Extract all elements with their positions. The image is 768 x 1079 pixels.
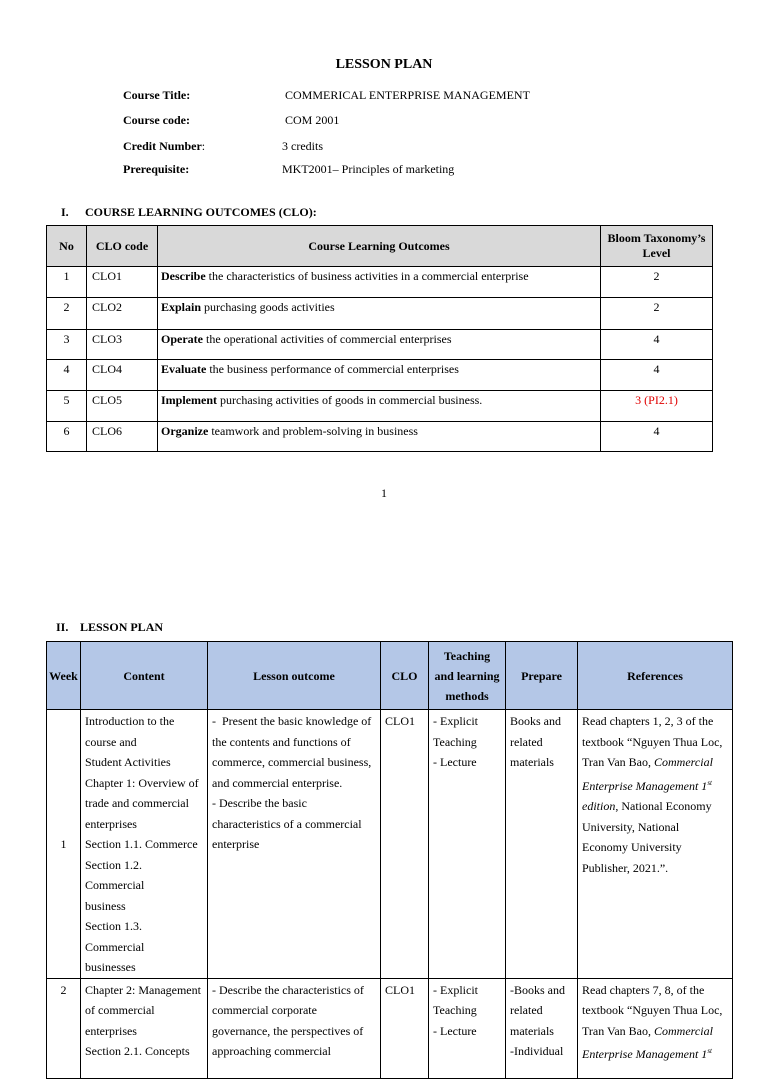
lp-header-methods-line: Teaching — [443, 648, 491, 663]
clo-row-level: 4 — [601, 330, 713, 360]
clo-row-verb: Operate — [161, 332, 203, 346]
clo-row-text: the operational activities of commercial enterprises — [202, 332, 452, 346]
lp-prepare-line: Books and — [510, 714, 561, 728]
lp-content-line: trade and commercial — [85, 796, 189, 810]
lesson-plan-row — [47, 978, 733, 1078]
lp-ref-italic: Commercial — [654, 755, 713, 769]
lp-ref-sup: st — [707, 778, 712, 787]
section-clo-title: COURSE LEARNING OUTCOMES (CLO): — [85, 205, 317, 219]
clo-header-bloom-line2: Level — [642, 246, 671, 260]
clo-row-text: the business performance of commercial enterprises — [206, 362, 459, 376]
lp-header-prepare: Prepare — [506, 642, 578, 710]
clo-header-bloom-line1: Bloom Taxonomy’s — [607, 231, 706, 245]
lp-ref-line: textbook “Nguyen Thua Loc, — [582, 734, 723, 749]
clo-row-code: CLO2 — [87, 298, 158, 330]
lp-content-line: Section 1.1. Commerce — [85, 837, 198, 851]
lp-methods — [429, 710, 506, 979]
clo-row-no: 3 — [47, 330, 87, 360]
lp-methods-line: - Explicit — [433, 714, 478, 728]
lp-content-line: Chapter 2: Management — [85, 982, 201, 997]
clo-row-text: purchasing goods activities — [201, 300, 335, 314]
lp-ref-line: University, National — [582, 819, 680, 834]
lp-outcome-line: - Present the basic knowledge of — [212, 714, 372, 728]
lp-outcome-line: approaching commercial — [212, 1044, 331, 1058]
lp-outcome-line: characteristics of a commercial — [212, 816, 362, 831]
clo-row-text: the characteristics of business activities in a commercial enterprise — [205, 269, 529, 283]
clo-row-text: teamwork and problem-solving in business — [208, 424, 418, 438]
lp-prepare — [506, 978, 578, 1078]
lp-methods-line: Teaching — [433, 734, 477, 749]
course-title-label: Course Title: — [123, 88, 191, 102]
course-code-value: COM 2001 — [285, 113, 340, 127]
lp-content-line: business — [85, 898, 126, 913]
lp-ref-line: textbook “Nguyen Thua Loc, — [582, 1003, 723, 1017]
lp-content-line: enterprises — [85, 816, 137, 831]
lp-header-outcome: Lesson outcome — [208, 642, 381, 710]
lp-week: 2 — [47, 978, 81, 1078]
lp-references — [578, 978, 733, 1078]
lp-outcome-line: enterprise — [212, 837, 260, 851]
section-clo-number: I. — [61, 205, 69, 219]
lp-clo: CLO1 — [381, 978, 429, 1078]
clo-row-code: CLO5 — [87, 391, 158, 422]
prerequisite-value: MKT2001– Principles of marketing — [282, 162, 455, 176]
lp-ref-italic: edition — [582, 799, 616, 813]
clo-row-code: CLO4 — [87, 360, 158, 391]
lp-prepare-line: related — [510, 734, 543, 749]
clo-row-code: CLO1 — [87, 267, 158, 298]
clo-row-verb: Explain — [161, 300, 202, 314]
section-clo-heading — [61, 205, 317, 220]
clo-row-no: 1 — [47, 267, 87, 298]
lp-content-line: businesses — [85, 960, 136, 974]
section-lesson-plan-title: LESSON PLAN — [80, 620, 164, 634]
clo-table-header-row — [47, 226, 713, 267]
lp-references — [578, 710, 733, 979]
clo-row-verb: Implement — [161, 393, 217, 407]
clo-row-outcome — [158, 391, 601, 422]
lp-ref-line — [582, 752, 728, 773]
lp-week: 1 — [47, 710, 81, 979]
lp-header-methods-line: and learning — [434, 668, 500, 683]
lp-ref-text: , National Economy — [615, 799, 712, 813]
clo-header-bloom — [601, 226, 713, 267]
course-title-value: COMMERICAL ENTERPRISE MANAGEMENT — [285, 88, 530, 102]
section-lesson-plan-heading — [56, 620, 163, 635]
lp-ref-line: Publisher, 2021.”. — [582, 860, 669, 875]
lesson-plan-header-row — [47, 642, 733, 710]
lp-ref-line: Read chapters 1, 2, 3 of the — [582, 714, 714, 728]
lp-content-line: Student Activities — [85, 755, 171, 769]
clo-header-no: No — [47, 226, 87, 267]
lp-ref-line — [582, 773, 728, 797]
lp-outcome-line: - Describe the basic — [212, 796, 307, 810]
credit-number-label-text: Credit Number — [123, 139, 202, 153]
clo-row-outcome — [158, 267, 601, 298]
lp-content-line: Chapter 1: Overview of — [85, 775, 199, 790]
lp-content-line: enterprises — [85, 1023, 137, 1038]
lp-ref-line: Read chapters 7, 8, of the — [582, 982, 705, 997]
document-title: LESSON PLAN — [335, 57, 433, 72]
lp-prepare-line: -Books and — [510, 982, 565, 997]
clo-row-outcome — [158, 360, 601, 391]
clo-row-code: CLO6 — [87, 422, 158, 452]
lp-content-line: Introduction to the — [85, 714, 175, 728]
lp-outcome-line: the contents and functions of — [212, 734, 351, 749]
section-lesson-plan-number: II. — [56, 620, 69, 634]
lp-header-clo: CLO — [381, 642, 429, 710]
lp-methods-line: - Lecture — [433, 1023, 477, 1038]
clo-row-verb: Describe — [161, 269, 206, 283]
lp-outcome-line: governance, the perspectives of — [212, 1023, 364, 1038]
lp-prepare — [506, 710, 578, 979]
lp-ref-italic: Enterprise Management 1 — [582, 1047, 708, 1061]
lp-prepare-line: materials — [510, 755, 554, 769]
clo-row-verb: Evaluate — [161, 362, 207, 376]
lp-outcome-line: commerce, commercial business, — [212, 755, 372, 769]
lp-ref-line: Economy University — [582, 840, 682, 854]
lp-ref-italic: Enterprise Management 1 — [582, 778, 708, 793]
clo-row-no: 2 — [47, 298, 87, 330]
lp-content-line: Section 1.2. Commercial — [85, 857, 145, 892]
lp-header-content: Content — [81, 642, 208, 710]
lp-header-methods — [429, 642, 506, 710]
lp-prepare-line: -Individual — [510, 1044, 564, 1058]
clo-row-verb: Organize — [161, 424, 209, 438]
clo-header-code: CLO code — [87, 226, 158, 267]
lp-content-line: course and — [85, 734, 137, 749]
clo-row-no: 6 — [47, 422, 87, 452]
lp-outcome-line: and commercial enterprise. — [212, 775, 343, 790]
clo-row-text: purchasing activities of goods in commercial business. — [217, 393, 483, 407]
clo-row-level: 4 — [601, 360, 713, 391]
course-code-label: Course code: — [123, 113, 190, 127]
clo-row-outcome — [158, 298, 601, 330]
clo-row-level: 2 — [601, 298, 713, 330]
clo-row-level: 2 — [601, 267, 713, 298]
clo-row-outcome — [158, 422, 601, 452]
lp-ref-text: Tran Van Bao, — [582, 755, 655, 769]
lp-ref-text: Tran Van Bao, — [582, 1023, 655, 1038]
clo-row-outcome — [158, 330, 601, 360]
lp-content — [81, 978, 208, 1078]
lp-outcome-line: commercial corporate — [212, 1003, 317, 1017]
lp-methods — [429, 978, 506, 1078]
lp-prepare-line: materials — [510, 1023, 554, 1038]
clo-table-row — [47, 267, 713, 298]
lesson-plan-row — [47, 710, 733, 979]
clo-row-no: 5 — [47, 391, 87, 422]
lp-ref-italic: Commercial — [654, 1023, 713, 1038]
lp-header-methods-line: methods — [445, 688, 489, 703]
lp-content-line: of commercial — [85, 1003, 155, 1017]
credit-number-colon: : — [201, 139, 206, 153]
page-number: 1 — [381, 486, 387, 500]
lp-ref-sup: st — [707, 1047, 712, 1055]
clo-row-no: 4 — [47, 360, 87, 391]
lp-header-week: Week — [47, 642, 81, 710]
prerequisite-label: Prerequisite: — [123, 162, 190, 176]
lp-outcome — [208, 710, 381, 979]
lp-ref-line — [582, 796, 728, 817]
clo-header-outcomes: Course Learning Outcomes — [158, 226, 601, 267]
clo-row-level: 4 — [601, 422, 713, 452]
lp-content-line: Section 1.3. Commercial — [85, 919, 145, 954]
lesson-plan-table — [46, 641, 733, 1079]
lp-content-line: Section 2.1. Concepts — [85, 1044, 190, 1058]
lp-prepare-line: related — [510, 1003, 543, 1017]
credit-number-value: 3 credits — [282, 139, 323, 153]
clo-table-row — [47, 422, 713, 452]
credit-number-label — [123, 139, 205, 154]
lp-header-references: References — [578, 642, 733, 710]
lp-content — [81, 710, 208, 979]
clo-table-row — [47, 391, 713, 422]
lp-outcome — [208, 978, 381, 1078]
lp-ref-line — [582, 1041, 728, 1065]
lp-outcome-line: - Describe the characteristics of — [212, 982, 364, 997]
lp-methods-line: Teaching — [433, 1003, 477, 1017]
clo-table — [46, 225, 713, 452]
clo-table-row — [47, 330, 713, 360]
clo-table-row — [47, 360, 713, 391]
clo-row-level-highlighted: 3 (PI2.1) — [601, 391, 713, 422]
lp-methods-line: - Lecture — [433, 755, 477, 769]
lp-methods-line: - Explicit — [433, 982, 478, 997]
clo-row-code: CLO3 — [87, 330, 158, 360]
clo-table-row — [47, 298, 713, 330]
lp-clo: CLO1 — [381, 710, 429, 979]
